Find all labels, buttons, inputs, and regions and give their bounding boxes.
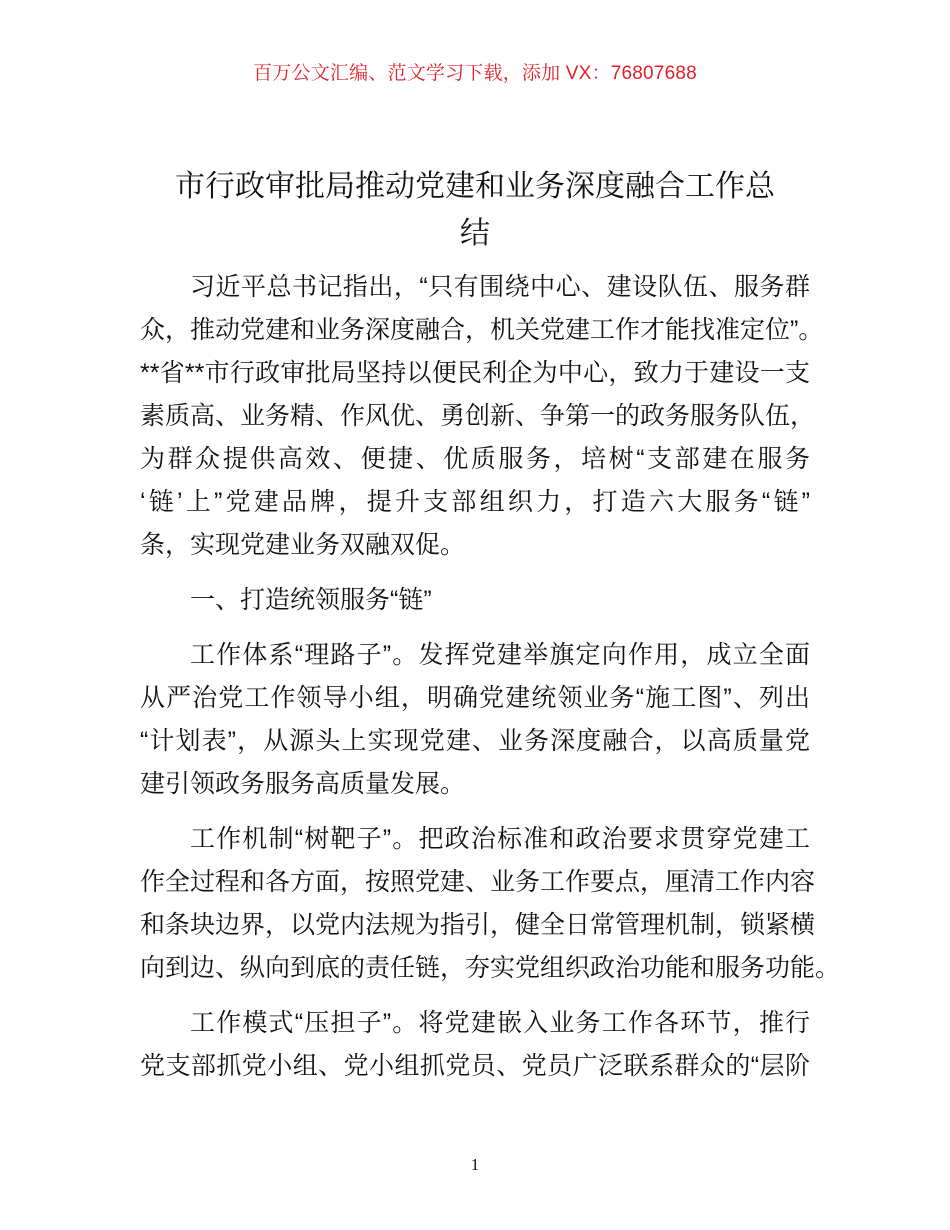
text-line: 习近平总书记指出，“只有围绕中心、建设队伍、服务群 [190,273,810,301]
text-line: 为群众提供高效、便捷、优质服务，培树“支部建在服务 [140,445,810,473]
text-line: 建引领政务服务高质量发展。 [140,770,466,798]
text-line: 作全过程和各方面，按照党建、业务工作要点，厘清工作内容 [140,868,816,896]
paragraph [140,266,824,567]
text-line: 条，实现党建业务双融双促。 [140,531,466,559]
text-line: 众，推动党建和业务深度融合，机关党建工作才能找准定位”。 [140,316,824,344]
text-line: 工作模式“压担子”。将党建嵌入业务工作各环节，推行 [190,1009,810,1037]
paragraph [140,634,810,806]
paragraph [140,818,841,990]
text-line: 和条块边界，以党内法规为指引，健全日常管理机制，锁紧横 [140,911,816,939]
title-line-2: 结 [460,217,490,250]
page-number: 1 [470,1155,480,1174]
text-line: 向到边、纵向到底的责任链，夯实党组织政治功能和服务功能。 [140,954,841,982]
text-line: ‘链’上”党建品牌，提升支部组织力，打造六大服务“链” [140,488,810,516]
section-heading [140,579,810,622]
title-line-1: 市行政审批局推动党建和业务深度融合工作总 [175,170,775,203]
paragraph [140,1002,810,1088]
text-line: “计划表”，从源头上实现党建、业务深度融合，以高质量党 [140,727,810,755]
text-line: 素质高、业务精、作风优、勇创新、争第一的政务服务队伍， [140,402,816,430]
document-body [140,266,841,1100]
text-line: **省**市行政审批局坚持以便民利企为中心，致力于建设一支 [140,359,810,387]
text-line: 一、打造统领服务“链” [190,586,432,614]
watermark-banner: 百万公文汇编、范文学习下载，添加 VX：76807688 [253,63,697,84]
text-line: 从严治党工作领导小组，明确党建统领业务“施工图”、列出 [140,684,810,712]
text-line: 工作机制“树靶子”。把政治标准和政治要求贯穿党建工 [190,825,810,853]
text-line: 党支部抓党小组、党小组抓党员、党员广泛联系群众的“层阶 [140,1052,810,1080]
text-line: 工作体系“理路子”。发挥党建举旗定向作用，成立全面 [190,641,810,669]
document-title [120,163,830,257]
